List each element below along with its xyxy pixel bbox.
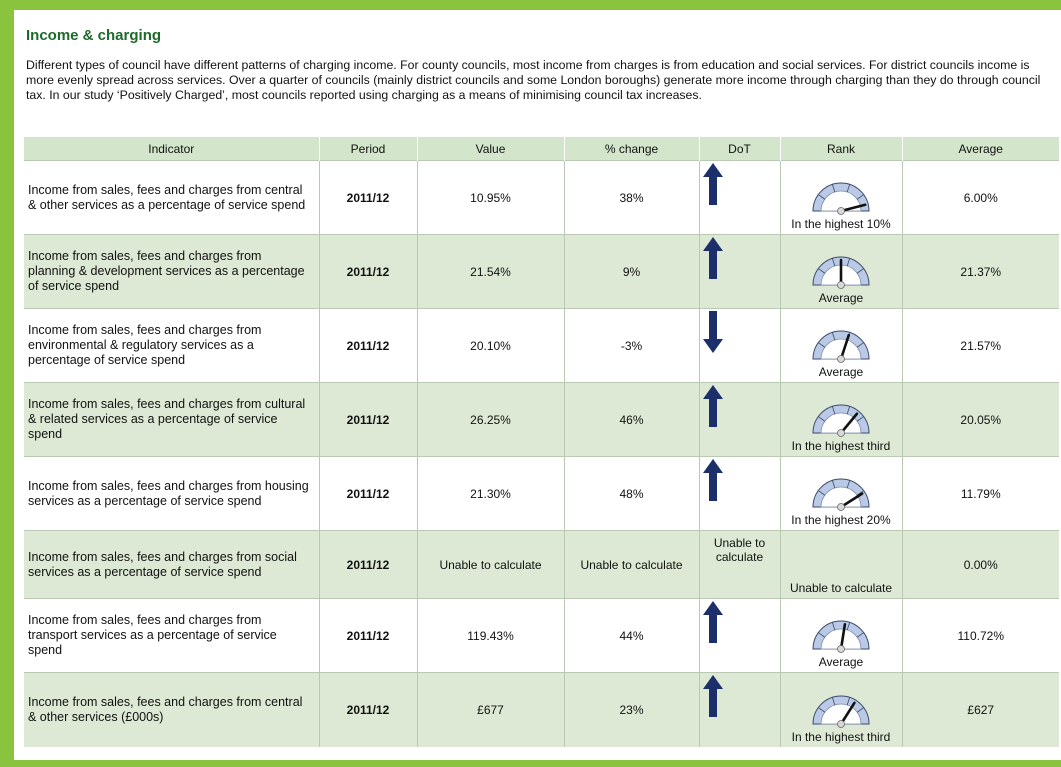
change-cell: -3% [564,309,699,383]
period-cell: 2011/12 [319,383,417,457]
indicator-cell: Income from sales, fees and charges from central & other services as a percentage of service spend [24,161,319,235]
value-cell: 21.54% [417,235,564,309]
change-cell: 48% [564,457,699,531]
rank-cell [780,531,902,599]
average-cell: 6.00% [902,161,1059,235]
rank-cell [780,673,902,747]
period-cell: 2011/12 [319,457,417,531]
average-cell: 0.00% [902,531,1059,599]
arrow-up-icon [702,675,724,717]
change-cell: Unable to calculate [564,531,699,599]
header-change: % change [564,137,699,161]
indicator-table [24,137,1059,747]
indicator-cell: Income from sales, fees and charges from housing services as a percentage of service spend [24,457,319,531]
change-cell: 38% [564,161,699,235]
rank-cell [780,599,902,673]
gauge-icon [809,328,873,364]
dot-cell [699,673,780,747]
rank-label: Average [818,365,864,379]
gauge-icon [809,476,873,512]
average-cell: 20.05% [902,383,1059,457]
rank-label: In the highest 20% [791,513,891,527]
value-cell: 119.43% [417,599,564,673]
dot-cell [699,599,780,673]
table-row [24,161,1059,235]
period-cell: 2011/12 [319,673,417,747]
dot-cell [699,161,780,235]
value-cell: 21.30% [417,457,564,531]
gauge-icon [809,618,873,654]
value-cell: 26.25% [417,383,564,457]
header-value: Value [417,137,564,161]
rank-cell [780,309,902,383]
table-body [24,161,1059,747]
arrow-up-icon [702,163,724,205]
indicator-cell: Income from sales, fees and charges from transport services as a percentage of service spend [24,599,319,673]
arrow-up-icon [702,601,724,643]
arrow-down-icon [702,311,724,353]
header-average: Average [902,137,1059,161]
section-title: Income & charging [26,27,162,44]
arrow-up-icon [702,385,724,427]
indicator-cell: Income from sales, fees and charges from central & other services (£000s) [24,673,319,747]
gauge-icon [809,180,873,216]
rank-label: Average [818,655,864,669]
section-intro: Different types of council have different patterns of charging income. For county councils, most income from charges is from education and social services. For district councils income is more evenly spread across services. Over a quarter of councils (mainly district councils and some London boroughs) generate more income through charging than they do through council tax. In our study ‘Positively Charged’, most councils reported using charging as a means of minimising council tax increases. [26,58,1041,102]
dot-cell [699,457,780,531]
gauge-icon [809,693,873,729]
rank-label: In the highest third [791,729,891,744]
header-rank: Rank [780,137,902,161]
table-row [24,673,1059,747]
average-cell: 21.37% [902,235,1059,309]
dot-cell [699,383,780,457]
header-period: Period [319,137,417,161]
dot-cell [699,235,780,309]
average-cell: 11.79% [902,457,1059,531]
header-indicator: Indicator [24,137,319,161]
period-cell: 2011/12 [319,599,417,673]
dot-cell [699,309,780,383]
change-cell: 44% [564,599,699,673]
table-row [24,235,1059,309]
average-cell: 21.57% [902,309,1059,383]
dot-text: Unable to calculate [713,536,766,564]
arrow-up-icon [702,459,724,501]
value-cell: £677 [417,673,564,747]
gauge-icon [809,402,873,438]
value-cell: 20.10% [417,309,564,383]
period-cell: 2011/12 [319,235,417,309]
rank-label: Unable to calculate [789,581,893,595]
table-row [24,599,1059,673]
rank-label: In the highest third [791,439,891,453]
dot-cell [699,531,780,599]
rank-cell [780,161,902,235]
rank-cell [780,457,902,531]
average-cell: £627 [902,673,1059,747]
table-row [24,531,1059,599]
indicator-cell: Income from sales, fees and charges from social services as a percentage of service spend [24,531,319,599]
change-cell: 46% [564,383,699,457]
period-cell: 2011/12 [319,309,417,383]
table-row [24,309,1059,383]
change-cell: 23% [564,673,699,747]
rank-label: In the highest 10% [791,217,891,231]
table-row [24,383,1059,457]
period-cell: 2011/12 [319,531,417,599]
value-cell: Unable to calculate [417,531,564,599]
change-cell: 9% [564,235,699,309]
indicator-cell: Income from sales, fees and charges from cultural & related services as a percentage of service spend [24,383,319,457]
arrow-up-icon [702,237,724,279]
indicator-cell: Income from sales, fees and charges from planning & development services as a percentage of service spend [24,235,319,309]
gauge-icon [809,254,873,290]
rank-cell [780,235,902,309]
content-panel [14,10,1061,760]
header-dot: DoT [699,137,780,161]
table-header-row [24,137,1059,161]
indicator-cell: Income from sales, fees and charges from environmental & regulatory services as a percentage of service spend [24,309,319,383]
table-row [24,457,1059,531]
value-cell: 10.95% [417,161,564,235]
rank-label: Average [818,291,864,305]
period-cell: 2011/12 [319,161,417,235]
average-cell: 110.72% [902,599,1059,673]
rank-cell [780,383,902,457]
